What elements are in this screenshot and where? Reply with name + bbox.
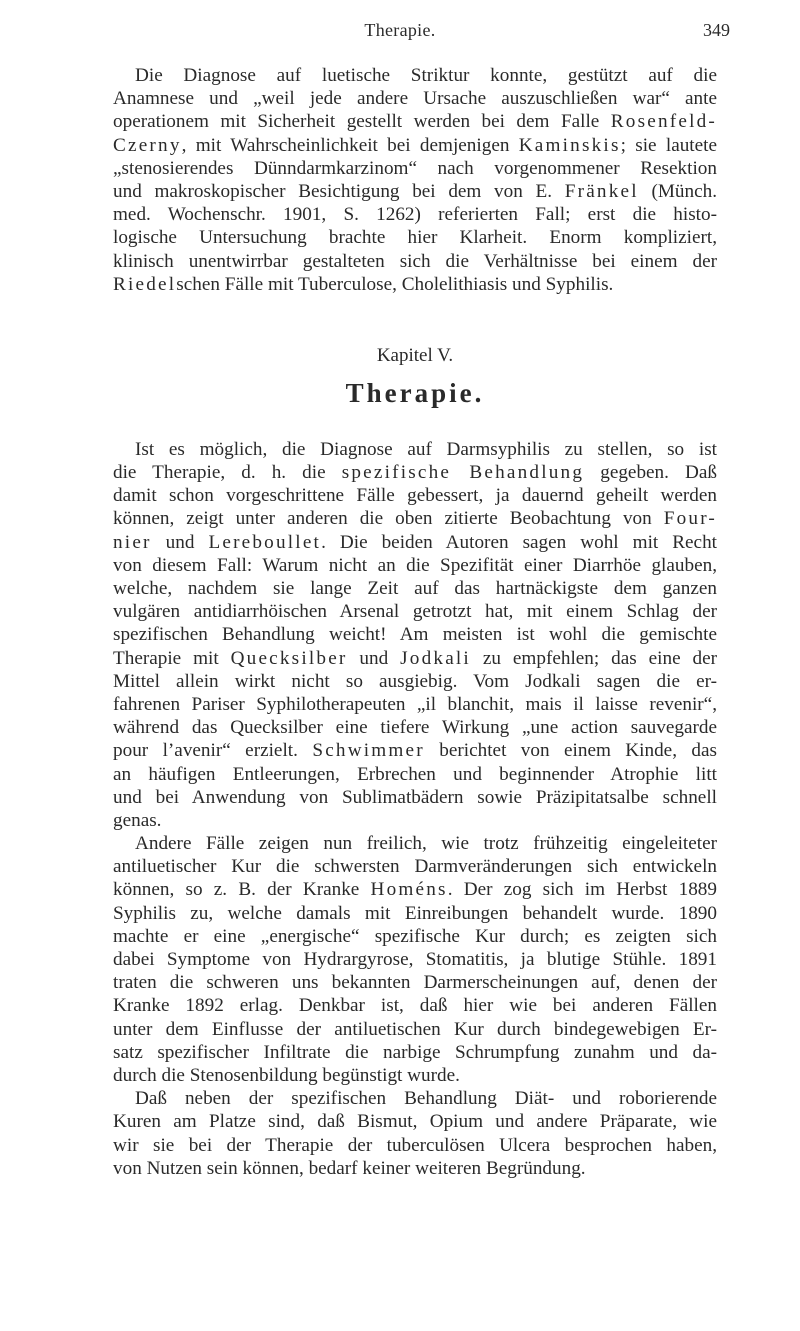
paragraph-diagnosis-cases [113,64,717,296]
chapter-label: Kapitel V. [376,344,454,366]
text-line: damit schon vorgeschrittene Fälle gebessert, ja dauernd geheilt werden [113,485,717,507]
text-line: Daß neben der spezifischen Behandlung Diät- und roborierende [135,1088,717,1110]
text-line: Ist es möglich, die Diagnose auf Darmsyphilis zu stellen, so ist [135,438,717,460]
text-line: dabei Symptome von Hydrargyrose, Stomatitis, ja blutige Stühle. 1891 [113,949,717,970]
paragraph-therapy-intro [113,438,717,832]
text-line: Riedelschen Fälle mit Tuberculose, Cholelithiasis und Syphilis. [113,273,614,295]
text-line: Therapie mit Quecksilber und Jodkali zu empfehlen; das eine der [113,647,718,669]
text-line: an häufigen Entleerungen, Erbrechen und beginnender Atrophie litt [113,763,717,785]
text-line: nier und Lereboullet. Die beiden Autoren sagen wohl mit Recht [113,531,717,553]
text-line: med. Wochenschr. 1901, S. 1262) referierten Fall; erst die histo- [113,204,717,226]
spaced-name: Riedel [113,273,177,295]
spaced-name: Quecksilber [230,647,348,669]
text-line: während das Quecksilber eine tiefere Wirkung „une action sauvegarde [113,717,717,739]
spaced-name: Homéns [370,879,448,901]
text-line: operationem mit Sicherheit gestellt werden bei dem Falle Rosenfeld- [113,111,717,133]
text-line: klinisch unentwirrbar gestalteten sich die Verhältnisse bei einem der [113,250,717,272]
text-line: wir sie bei der Therapie der tuberculösen Ulcera besprochen haben, [113,1134,717,1156]
running-header [0,20,800,44]
spaced-name: spezifische Behandlung [341,462,585,484]
text-line: durch die Stenosenbildung begünstigt wurde. [113,1064,460,1086]
chapter-title: Therapie. [345,377,485,408]
spaced-name: Rosenfeld- [610,111,717,133]
paragraph-other-cases [113,832,717,1087]
text-line: Kranke 1892 erlag. Denkbar ist, daß hier wie bei anderen Fällen [113,995,717,1017]
text-line: „stenosierendes Dünndarmkarzinom“ nach vorgenommener Resektion [113,157,717,179]
spaced-name: Fränkel [564,180,639,202]
spaced-name: Jodkali [400,647,471,669]
text-line: Anamnese und „weil jede andere Ursache auszuschließen war“ ante [113,88,717,110]
page-number: 349 [703,20,730,40]
text-line: die Therapie, d. h. die spezifische Behandlung gegeben. Daß [113,462,717,484]
text-line: welche, nachdem sie lange Zeit auf das hartnäckigste dem ganzen [113,578,717,599]
spaced-name: nier [113,531,152,553]
text-line: können, zeigt unter anderen die oben zitierte Beobachtung von Four- [113,508,717,530]
text-line: unter dem Einflusse der antiluetischen Kur durch bindegewebigen Er- [113,1018,717,1040]
text-line: antiluetischer Kur die schwersten Darmveränderungen sich entwickeln [113,856,717,878]
text-line: von diesem Fall: Warum nicht an die Spezifität einer Diarrhöe glauben, [113,554,717,576]
text-line: von Nutzen sein können, bedarf keiner weiteren Begründung. [113,1157,586,1179]
text-line: vulgären antidiarrhöischen Arsenal getrotzt hat, mit einem Schlag der [113,601,717,623]
running-title: Therapie. [364,20,436,40]
text-line: Kuren am Platze sind, daß Bismut, Opium und andere Präparate, wie [113,1111,717,1133]
spaced-name: Kaminskis [518,134,621,156]
spaced-name: Schwimmer [312,740,425,762]
text-line: machte er eine „energische“ spezifische Kur durch; es zeigten sich [113,925,717,947]
spaced-name: Four- [663,508,717,530]
body-text [113,64,717,1180]
text-line: Die Diagnose auf luetische Striktur konnte, gestützt auf die [135,65,717,86]
text-line: Mittel allein wirkt nicht so ausgiebig. Vom Jodkali sagen die er- [113,670,717,692]
text-line: traten die schweren uns bekannten Darmerscheinungen auf, denen der [113,972,717,994]
paragraph-supportive-treatment [113,1087,717,1180]
text-line: fahrenen Pariser Syphilotherapeuten „il blanchit, mais il laisse revenir“, [113,693,717,715]
text-line: spezifischen Behandlung weicht! Am meisten ist wohl die gemischte [113,624,717,646]
text-line: genas. [113,809,162,831]
text-line: Andere Fälle zeigen nun freilich, wie trotz frühzeitig eingeleiteter [135,833,717,855]
text-line: Syphilis zu, welche damals mit Einreibungen behandelt wurde. 1890 [113,902,717,924]
text-line: pour l’avenir“ erzielt. Schwimmer berichtet von einem Kinde, das [113,740,717,762]
text-line: können, so z. B. der Kranke Homéns. Der zog sich im Herbst 1889 [113,879,717,901]
text-line: logische Untersuchung brachte hier Klarheit. Enorm kompliziert, [113,227,717,249]
text-line: satz spezifischer Infiltrate die narbige Schrumpfung zunahm und da- [113,1041,717,1063]
spaced-name: Czerny [113,134,182,156]
text-line: und bei Anwendung von Sublimatbädern sowie Präzipitatsalbe schnell [113,786,717,808]
text-line: und makroskopischer Besichtigung bei dem von E. Fränkel (Münch. [113,180,718,202]
spaced-name: Lereboullet [208,531,322,553]
text-line: Czerny, mit Wahrscheinlichkeit bei demjenigen Kaminskis; sie lautete [113,134,718,156]
